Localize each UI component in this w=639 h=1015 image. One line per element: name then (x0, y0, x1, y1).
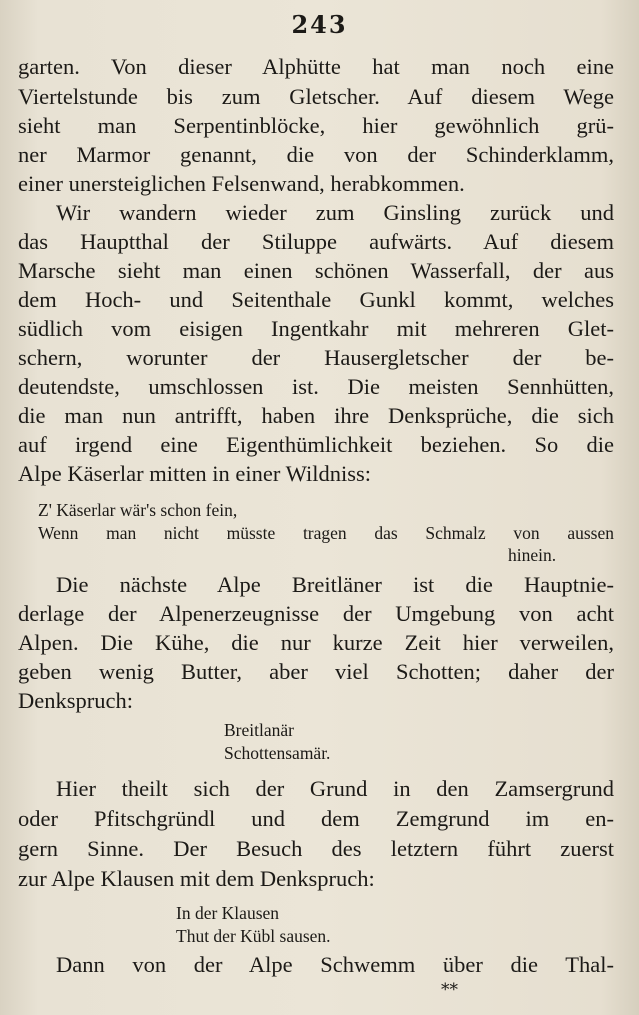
text-line: derlage der Alpenerzeugnisse der Umgebung von acht (18, 601, 614, 626)
text-line: geben wenig Butter, aber viel Schotten; daher der (18, 659, 614, 684)
text-line: schern, worunter der Hausergletscher der be- (18, 345, 614, 370)
verse-line: hinein. (508, 545, 557, 565)
page-number: 243 (291, 10, 348, 39)
verse-line: Thut der Kübl sausen. (176, 926, 331, 946)
verse-line: In der Klausen (176, 903, 280, 923)
text-line: ner Marmor genannt, die von der Schinderklamm, (18, 142, 614, 167)
text-line: südlich vom eisigen Ingentkahr mit mehreren Glet- (18, 316, 614, 341)
text-line: Wir wandern wieder zum Ginsling zurück und (56, 200, 614, 225)
text-line: Hier theilt sich der Grund in den Zamsergrund (56, 776, 614, 801)
text-line: einer unersteiglichen Felsenwand, herabkommen. (18, 171, 465, 196)
signature-mark: ** (441, 980, 458, 1000)
text-line: gern Sinne. Der Besuch des letztern führt zuerst (18, 836, 614, 861)
text-line: garten. Von dieser Alphütte hat man noch eine (18, 54, 614, 79)
text-line: das Hauptthal der Stiluppe aufwärts. Auf diesem (18, 229, 614, 254)
verse-line: Z' Käserlar wär's schon fein, (38, 500, 238, 520)
text-line: sieht man Serpentinblöcke, hier gewöhnlich grü- (18, 113, 614, 138)
text-line: oder Pfitschgründl und dem Zemgrund im en- (18, 806, 614, 831)
verse-line: Schottensamär. (224, 743, 331, 763)
text-line: Alpen. Die Kühe, die nur kurze Zeit hier verweilen, (18, 630, 614, 655)
text-line: Marsche sieht man einen schönen Wasserfall, der aus (18, 258, 614, 283)
verse-line: Breitlanär (224, 720, 294, 740)
text-line: Denkspruch: (18, 688, 133, 713)
text-line: Alpe Käserlar mitten in einer Wildniss: (18, 461, 371, 486)
text-line: zur Alpe Klausen mit dem Denkspruch: (18, 866, 375, 891)
text-line: deutendste, umschlossen ist. Die meisten Sennhütten, (18, 374, 614, 399)
verse-line: Wenn man nicht müsste tragen das Schmalz von aussen (38, 523, 614, 543)
text-line: dem Hoch- und Seitenthale Gunkl kommt, welches (18, 287, 614, 312)
text-line: Viertelstunde bis zum Gletscher. Auf diesem Wege (18, 84, 614, 109)
text-line: Dann von der Alpe Schwemm über die Thal- (56, 952, 614, 977)
text-line: Die nächste Alpe Breitläner ist die Hauptnie- (56, 572, 614, 597)
text-line: auf irgend eine Eigenthümlichkeit beziehen. So die (18, 432, 614, 457)
text-line: die man nun antrifft, haben ihre Denksprüche, die sich (18, 403, 614, 428)
